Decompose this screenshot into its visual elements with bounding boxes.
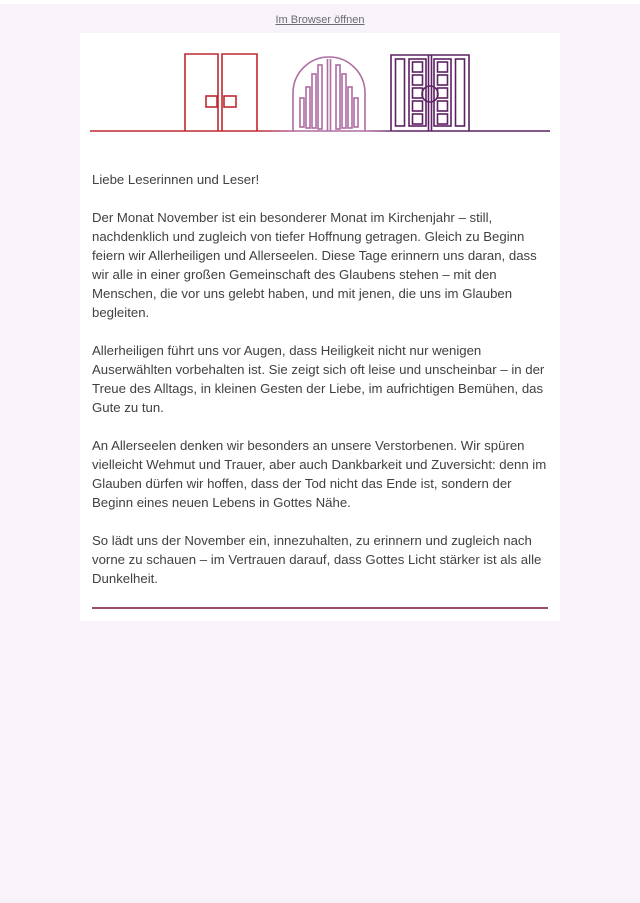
body-paragraph: So lädt uns der November ein, innezuhalten, zu erinnern und zugleich nach vorne zu schauen – im Vertrauen darauf, dass Gottes Licht stärker ist als alle Dunkelheit.	[92, 533, 542, 586]
email-card	[80, 33, 560, 621]
body-paragraph: Allerheiligen führt uns vor Augen, dass Heiligkeit nicht nur wenigen Auserwählten vorbehalten ist. Sie zeigt sich oft leise und unscheinbar – in der Treue des Alltags, in kleinen Gesten der Liebe, im aufrichtigen Bemühen, das Gute zu tun.	[92, 343, 545, 415]
divider	[92, 607, 548, 609]
body-paragraph: An Allerseelen denken wir besonders an unsere Verstorbenen. Wir spüren vielleicht Wehmut und Trauer, aber auch Dankbarkeit und Zuversicht: denn im Glauben dürfen wir hoffen, dass der Tod nicht das Ende ist, sondern der Beginn eines neuen Lebens in Gottes Nähe.	[92, 438, 547, 510]
left-doors-drawing	[185, 54, 257, 131]
link-row	[0, 4, 640, 33]
open-in-browser-link[interactable]: Im Browser öffnen	[275, 14, 365, 26]
right-doors-drawing	[391, 55, 469, 131]
body-paragraph: Der Monat November ist ein besonderer Monat im Kirchenjahr – still, nachdenklich und zugleich von tiefer Hoffnung getragen. Gleich zu Beginn feiern wir Allerheiligen und Allerseelen. Diese Tage erinnern uns daran, dass wir alle in einer großen Gemeinschaft des Glaubens stehen – mit den Menschen, die vor uns gelebt haben, und mit jenen, die uns im Glauben begleiten.	[92, 210, 537, 320]
greeting-text: Liebe Leserinnen und Leser!	[92, 172, 260, 187]
church-doors-illustration	[88, 41, 552, 141]
middle-portal-drawing	[293, 57, 365, 131]
